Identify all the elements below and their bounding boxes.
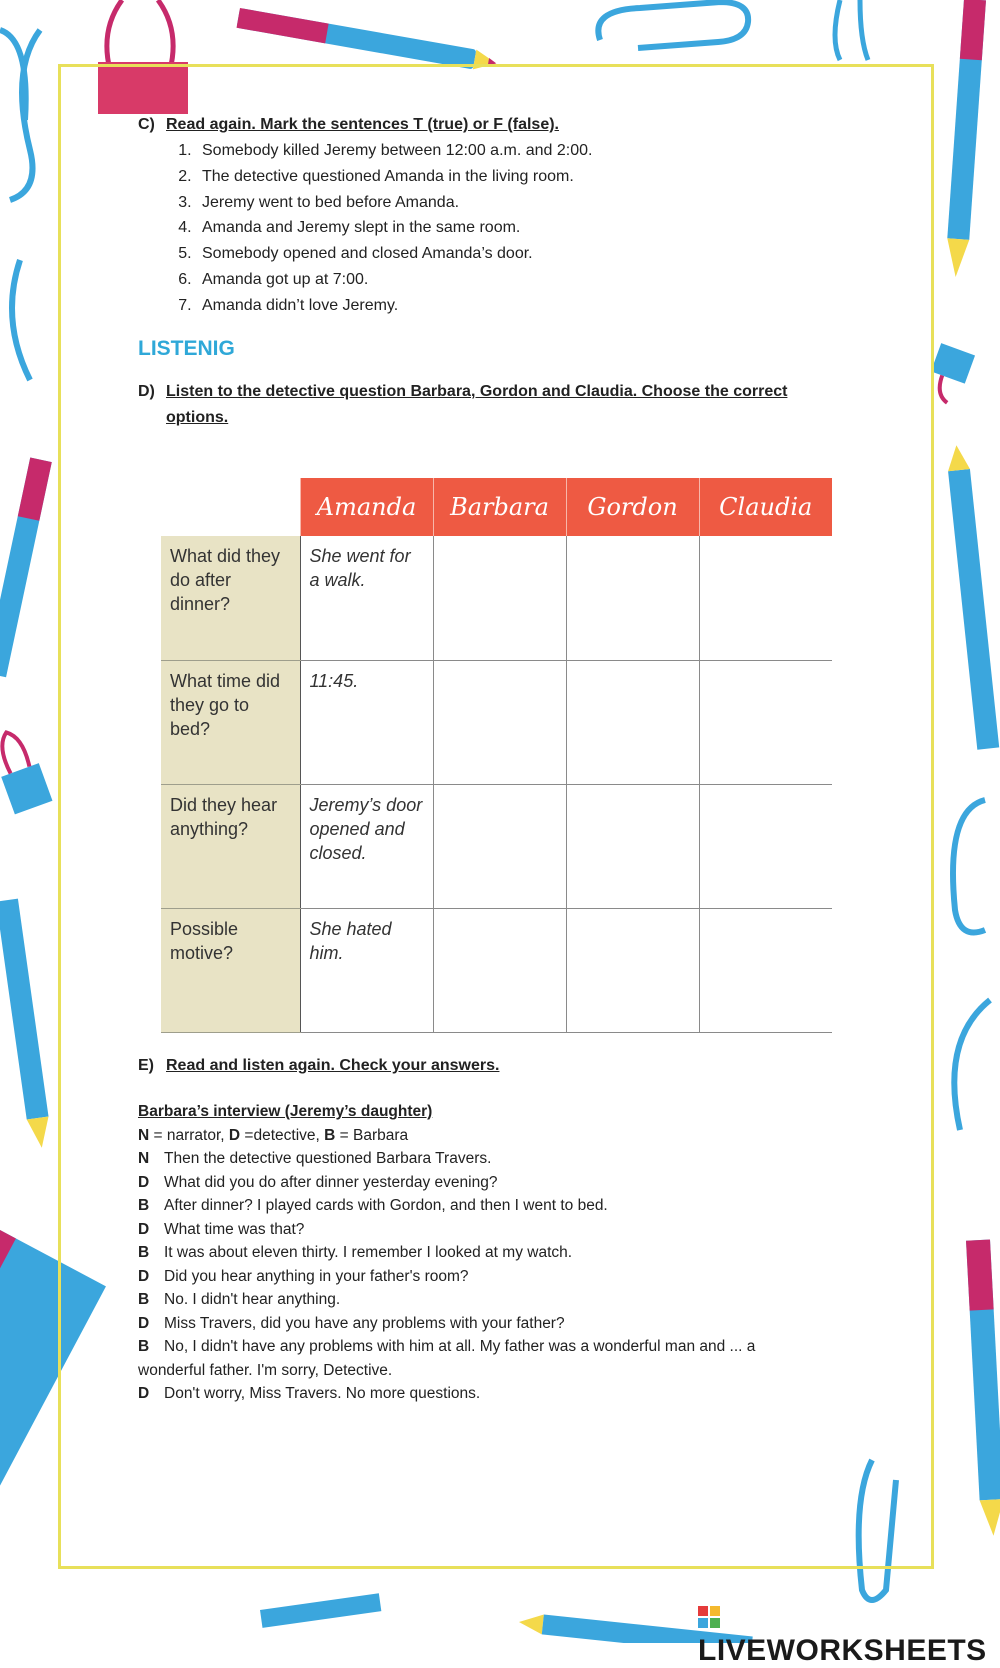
- list-item: 4. Amanda and Jeremy slept in the same room.: [196, 215, 838, 241]
- list-item: 5. Somebody opened and closed Amanda’s door.: [196, 241, 838, 267]
- section-e-letter: E): [138, 1057, 154, 1074]
- speaker-label: D: [138, 1220, 150, 1238]
- answer-cell-barbara[interactable]: [433, 784, 566, 908]
- transcript-line: [138, 1288, 818, 1312]
- pen-icon: [945, 444, 999, 750]
- section-c-heading: [138, 112, 838, 138]
- line-text: Miss Travers, did you have any problems with your father?: [164, 1314, 565, 1332]
- speaker-legend: N = narrator, D =detective, B = Barbara: [138, 1126, 409, 1144]
- answer-cell-claudia[interactable]: [699, 784, 832, 908]
- logo-text: LIVEWORKSHEETS: [698, 1634, 987, 1667]
- worksheet-content: [138, 112, 838, 431]
- speaker-label: B: [138, 1338, 150, 1355]
- answer-cell-barbara[interactable]: [433, 908, 566, 1032]
- table-row: [161, 536, 832, 660]
- list-item: 2. The detective questioned Amanda in the living room.: [196, 164, 838, 190]
- column-header: Amanda: [300, 478, 433, 536]
- line-text: No. I didn't hear anything.: [164, 1291, 341, 1308]
- line-text: Don't worry, Miss Travers. No more questions.: [164, 1385, 481, 1402]
- interview-table: [161, 478, 832, 1033]
- answer-cell-gordon[interactable]: [566, 784, 699, 908]
- amanda-answer: 11:45.: [300, 660, 433, 784]
- table-row: [161, 660, 832, 784]
- speaker-label: B: [138, 1291, 150, 1308]
- line-text: It was about eleven thirty. I remember I looked at my watch.: [164, 1244, 573, 1261]
- liveworksheets-logo: [698, 1600, 1000, 1668]
- pen-icon: [966, 1239, 1000, 1536]
- column-header: Barbara: [433, 478, 566, 536]
- section-c-letter: C): [138, 116, 155, 133]
- pencil-icon: [0, 458, 52, 678]
- transcript-line: [138, 1147, 818, 1171]
- speaker-label: D: [138, 1173, 150, 1191]
- true-false-list: [138, 138, 838, 319]
- line-text: Did you hear anything in your father's room?: [164, 1267, 469, 1285]
- speaker-label: B: [138, 1197, 150, 1214]
- transcript-line: [138, 1312, 818, 1336]
- table-row: [161, 908, 832, 1032]
- amanda-answer: She hated him.: [300, 908, 433, 1032]
- section-c-instruction: Read again. Mark the sentences T (true) or F (false).: [166, 116, 559, 133]
- transcript-line: [138, 1265, 818, 1289]
- transcript-line: [138, 1241, 818, 1265]
- section-d-instruction: Listen to the detective question Barbara, Gordon and Claudia. Choose the correct options.: [166, 382, 788, 426]
- transcript-line: [138, 1171, 818, 1195]
- table-header-row: [161, 478, 832, 536]
- row-question: Possible motive?: [161, 908, 300, 1032]
- answer-cell-claudia[interactable]: [699, 536, 832, 660]
- speaker-label: D: [138, 1267, 150, 1285]
- speaker-label: N: [138, 1150, 150, 1167]
- binder-clip-icon: [0, 726, 52, 815]
- section-e-instruction: Read and listen again. Check your answers.: [166, 1057, 500, 1074]
- column-header: Claudia: [699, 478, 832, 536]
- logo-mark-icon: [698, 1602, 720, 1624]
- amanda-answer: Jeremy’s door opened and closed.: [300, 784, 433, 908]
- speaker-label: D: [138, 1385, 150, 1402]
- list-item: 3. Jeremy went to bed before Amanda.: [196, 190, 838, 216]
- speaker-label: D: [138, 1314, 150, 1332]
- transcript-lines: [138, 1147, 818, 1406]
- answer-cell-claudia[interactable]: [699, 908, 832, 1032]
- section-d-heading: [138, 379, 838, 431]
- line-text: What time was that?: [164, 1220, 305, 1238]
- row-question: What time did they go to bed?: [161, 660, 300, 784]
- answer-cell-gordon[interactable]: [566, 660, 699, 784]
- transcript-title: Barbara’s interview (Jeremy’s daughter): [138, 1103, 433, 1120]
- interview-transcript: [138, 1100, 818, 1406]
- list-item: 1. Somebody killed Jeremy between 12:00 a.m. and 2:00.: [196, 138, 838, 164]
- speaker-label: B: [138, 1244, 150, 1261]
- line-text: After dinner? I played cards with Gordon, and then I went to bed.: [164, 1197, 608, 1214]
- list-item: 7. Amanda didn’t love Jeremy.: [196, 293, 838, 319]
- pencil-icon: [260, 1593, 381, 1628]
- transcript-line: [138, 1194, 818, 1218]
- pen-icon: [945, 0, 986, 278]
- section-d-letter: D): [138, 382, 155, 400]
- row-question: Did they hear anything?: [161, 784, 300, 908]
- answer-cell-claudia[interactable]: [699, 660, 832, 784]
- answer-cell-gordon[interactable]: [566, 536, 699, 660]
- answer-cell-barbara[interactable]: [433, 660, 566, 784]
- line-text: No, I didn't have any problems with him at all. My father was a wonderful man and ... a wonderful father. I'm sorry, Detective.: [138, 1338, 756, 1379]
- pencil-icon: [0, 899, 53, 1150]
- column-header: Gordon: [566, 478, 699, 536]
- transcript-line: [138, 1382, 818, 1406]
- list-item: 6. Amanda got up at 7:00.: [196, 267, 838, 293]
- row-question: What did they do after dinner?: [161, 536, 300, 660]
- answer-cell-gordon[interactable]: [566, 908, 699, 1032]
- answer-cell-barbara[interactable]: [433, 536, 566, 660]
- transcript-line: [138, 1218, 818, 1242]
- line-text: Then the detective questioned Barbara Travers.: [164, 1150, 492, 1167]
- transcript-line: [138, 1335, 818, 1382]
- amanda-answer: She went for a walk.: [300, 536, 433, 660]
- table-row: [161, 784, 832, 908]
- line-text: What did you do after dinner yesterday evening?: [164, 1173, 498, 1191]
- section-e-heading: [138, 1053, 499, 1079]
- listening-heading: LISTENIG: [138, 336, 235, 360]
